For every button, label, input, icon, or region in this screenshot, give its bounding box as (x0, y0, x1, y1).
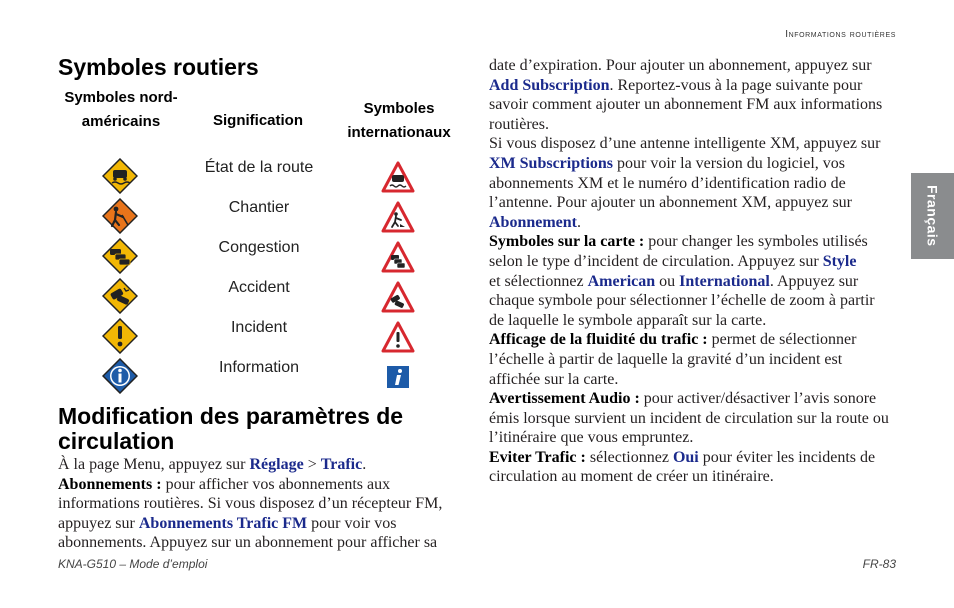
right-column (489, 56, 889, 487)
text: permet de sélectionner l’échelle à partir de laquelle la gravité d’un incident est affichée sur la carte. (489, 331, 857, 388)
term-label: Eviter Trafic : (489, 448, 586, 466)
row-label: Accident (228, 279, 290, 296)
text: pour changer les symboles utilisés selon le type d’incident de circulation. Appuyez sur (489, 233, 868, 270)
congestion-icon (102, 238, 138, 274)
construction-icon (102, 198, 138, 234)
col-header-intl: Symboles internationaux (347, 100, 451, 141)
table-row (58, 238, 458, 278)
table-row (58, 198, 458, 238)
style-link: Style (822, 252, 857, 270)
col-header-na: Symboles nord-américains (64, 89, 178, 130)
paragraph (489, 134, 889, 232)
text: . (577, 213, 582, 231)
reglage-link: Réglage (249, 456, 304, 473)
term-label: Symboles sur la carte : (489, 233, 645, 251)
text: pour éviter les incidents de circulation au moment de créer un itinéraire. (489, 448, 876, 486)
paragraph (489, 232, 889, 330)
oui-link: Oui (672, 448, 699, 466)
xm-subscriptions-link: XM Subscriptions (489, 154, 614, 172)
text: > (303, 456, 321, 473)
international-link: International (679, 272, 770, 290)
term-label: Afficage de la fluidité du trafic : (489, 331, 708, 349)
term-label: Abonnements : (58, 475, 162, 493)
menu-path-paragraph (58, 455, 458, 475)
information-icon (102, 358, 138, 394)
road-condition-icon (102, 158, 138, 194)
incident-triangle-icon (381, 321, 415, 353)
row-label: Incident (230, 319, 288, 336)
text: pour voir vos abonnements. Appuyez sur un abonnement pour afficher sa (58, 514, 438, 552)
table-row (58, 278, 458, 318)
abonnements-paragraph (58, 475, 458, 553)
text: . (362, 456, 367, 473)
text: . Reportez-vous à la page suivante pour savoir comment ajouter un abonnement FM aux informations routières. (489, 76, 883, 133)
incident-icon (102, 318, 138, 354)
table-row (58, 158, 458, 198)
params-body (58, 455, 458, 553)
row-label: Chantier (228, 199, 290, 216)
table-row (58, 358, 458, 398)
text: Si vous disposez d’une antenne intelligente XM, appuyez sur (489, 135, 881, 153)
accident-triangle-icon (381, 281, 415, 313)
road-condition-triangle-icon (381, 161, 415, 193)
col-header-meaning: Signification (213, 112, 303, 129)
text: À la page Menu, appuyez sur (58, 456, 250, 473)
language-tab: Français (911, 173, 954, 259)
american-link: American (587, 272, 656, 290)
table-row (58, 318, 458, 358)
abonnements-fm-link: Abonnements Trafic FM (138, 514, 308, 532)
text: pour activer/désactiver l’avis sonore émis lorsque survient un incident de circulation sur la route ou l’itinéraire que vous empruntez. (489, 390, 889, 447)
add-subscription-link: Add Subscription (489, 76, 610, 94)
trafic-link: Trafic (320, 456, 363, 473)
row-label: Congestion (218, 239, 300, 256)
text: pour voir la version du logiciel, vos abonnements XM et le numéro d’identification radio de l’antenne. Pour ajouter un abonnement XM, appuyez sur (489, 154, 853, 212)
text: . Appuyez sur chaque symbole pour sélectionner l’échelle de zoom à partir de laquelle le symbole apparaît sur la carte. (489, 272, 875, 329)
row-label: Information (218, 359, 300, 376)
paragraph (489, 330, 889, 389)
text: date d’expiration. Pour ajouter un abonnement, appuyez sur (489, 57, 872, 74)
symbols-heading: Symboles routiers (58, 54, 259, 80)
paragraph (489, 448, 889, 487)
page-number: FR-83 (862, 557, 896, 571)
congestion-triangle-icon (381, 241, 415, 273)
abonnement-link: Abonnement (489, 213, 578, 231)
paragraph (489, 389, 889, 448)
accident-icon (102, 278, 138, 314)
running-header: Informations routières (785, 29, 896, 40)
params-heading: Modification des paramètres de circulation (58, 403, 404, 454)
construction-triangle-icon (381, 201, 415, 233)
text: pour afficher vos abonnements aux informations routières. Si vous disposez d’un récepteur FM, appuyez sur (58, 475, 443, 532)
row-label: État de la route (204, 159, 314, 176)
paragraph (489, 56, 889, 134)
term-label: Avertissement Audio : (489, 390, 640, 408)
text: sélectionnez (585, 448, 673, 466)
information-square-icon (381, 361, 415, 393)
footer-manual: KNA-G510 – Mode d’emploi (58, 557, 208, 571)
text: et sélectionnez (489, 272, 588, 290)
text: ou (655, 272, 680, 290)
